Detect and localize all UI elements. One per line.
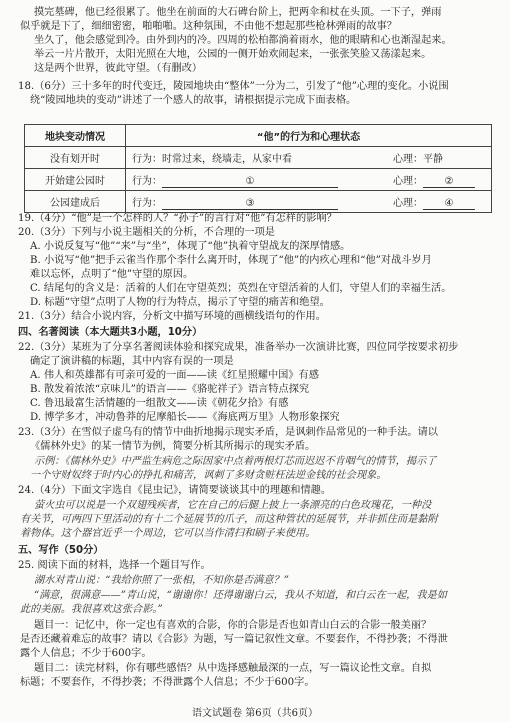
question-22-cont: 确定了演讲稿的标题，其中内容有误的一项是 [30,356,234,367]
question-22: 22.（3分）某班为了分享名著阅读体验和探究成果，准备举办一次演讲比赛，四位同学按要求初步 [18,342,459,353]
option-a: A. 伟人和英雄都有可亲可爱的一面——读《红星照耀中国》有感 [30,370,319,381]
table-cell [126,191,492,213]
question-18-table [24,124,492,213]
table-cell [126,147,492,169]
answer-blank-3[interactable]: ③ [162,198,338,210]
excerpt-text: 着物体。这个器官近乎一个周边，它可以当作清扫和刷子来使用。 [20,528,316,539]
question-18-stem: 18.（6分）三十多年的时代变迁，陵园地块由“整体”一分为二，引发了“他”心理的变化。小说围 [18,81,449,92]
behavior-text: 行为： [132,175,162,187]
question-19: 19.（4分）“他”是一个怎样的人？“孙子”的言行对“他”有怎样的影响？ [18,213,337,224]
section-heading: 四、名著阅读（本大题共3小题，10分） [18,327,203,338]
behavior-text: 行为： [132,197,162,209]
option-c: C. 鲁迅最富生活情趣的一组散文——读《朝花夕拾》有感 [30,398,289,409]
passage-line: 似乎就是下了，细细密密，啪啪啪。这种氛围，不由他不想起那些枪林弹雨的故事？ [20,21,397,32]
passage-line: 摸完墓碑，他已经很累了。他坐在前面的大石碑台阶上，把两伞和杖在头顶。一下子，弹雨 [34,7,442,18]
answer-blank-1[interactable]: ① [162,176,338,188]
excerpt-text: 萤火虫可以说是一个双翅残疾者，它在自己的后腿上披上一条漂亮的白色玫瑰花，一种没 [34,500,432,511]
prompt-one: 题目一：记忆中，你一定也有喜欢的合影，你的合影是否也如青山白云的合影一般美丽？ [34,620,432,631]
question-18-stem: 绕“陵园地块的变动”讲述了一个感人的故事，请根据提示完成下面表格。 [30,95,357,106]
page-footer: 语文试题卷 第6页（共6页） [192,708,318,719]
question-23-cont: 《儒林外史》的某一情节为例，简要分析其所揭示的现实矛盾。 [30,441,316,452]
table-cell: 开始建公园时 [25,169,126,191]
prompt-two: 题目二：读完材料，你有哪些感悟？从中选择感触最深的一点，写一篇议论性文章。自拟 [34,663,432,674]
prompt-one: 露个人信息；不少于600字。 [20,648,152,659]
table-cell: 公园建成后 [25,191,126,213]
passage-line: 这是两个世界，彼此守望。（有删改） [34,63,203,74]
question-24: 24.（4分）下面文字选自《昆虫记》，请简要谈谈其中的理趣和情趣。 [18,485,332,496]
prompt-two: 标题；不要套作，不得抄袭；不得泄露个人信息；不少于600字。 [20,677,315,688]
option-a: A. 小说反复写“他”“来”与“坐”，体现了“他”执着守望战友的深厚情感。 [30,241,351,252]
question-20: 20.（3分）下列与小说主题相关的分析，不合理的一项是 [18,227,275,238]
option-c: C. 结尾句的含义是：活着的人们在守望英烈；英烈在守望活着的人们，守望人们的幸福生活。 [30,283,452,294]
section-heading: 五、写作（50分） [18,545,104,556]
question-21: 21.（3分）结合小说内容，分析文中描写环境的画横线语句的作用。 [18,311,326,322]
mood-text: 心理：平静 [393,154,443,165]
table-header: 地块变动情况 [25,125,126,147]
material-text: 此的美丽。我很喜欢这张合影。” [20,604,163,615]
material-text: 湖水对青山说：“我给你照了一张相，不知你是否满意？” [34,575,289,586]
table-cell [126,169,492,191]
table-row [25,147,492,169]
mood-text: 心理： [393,175,423,187]
passage-line: 举云一片片散开，太阳光照在大地，公园的一侧开始欢闹起来，一张张笑脸又荡漾起来。 [34,49,432,60]
table-header: “他”的行为和心理状态 [126,125,492,147]
question-23: 23.（3分）在雪似子虚乌有的情节中曲折地揭示现实矛盾，是讽刺作品常见的一种手法。请以 [18,427,438,438]
option-b-cont: 难以忘怀，点明了“他”守望的原因。 [30,269,194,280]
example-text: 示例：《儒林外史》中严监生病危之际因家中点着两根灯芯而迟迟不肯咽气的情节，揭示了 [34,456,437,467]
option-b: B. 小说写“他”把手云雀当作那个李什么离开时，体现了“他”的内疚心理和“他”对战斗岁月 [30,255,432,266]
behavior-text: 行为：时常过来，绕墙走，从家中看 [132,154,292,165]
table-cell: 没有划开时 [25,147,126,169]
passage-line: 坐久了，他会感觉到冷。由外到内的冷。四周的松柏都淌着雨水，他的眼睛和心也渐湿起来。 [34,35,452,46]
answer-blank-4[interactable]: ④ [423,198,475,210]
option-d: D. 博学多才，冲动鲁莽的尼摩船长——《海底两万里》人物形象探究 [30,412,340,423]
table-row [25,191,492,213]
excerpt-text: 有关节，可两四下里活动的有十二个延展节的爪子，而这种管状的延展节，并非抓住而是黏附 [20,514,438,525]
question-25: 25. 阅读下面的材料，选择一个题目写作。 [18,560,211,571]
option-d: D. 标题“守望”点明了人物的行为特点，揭示了守望的痛苦和绝望。 [30,297,330,308]
table-row [25,169,492,191]
option-b: B. 散发着浓浓“京味儿”的语言——《骆驼祥子》语言特点探究 [30,384,310,395]
answer-blank-2[interactable]: ② [423,176,475,188]
example-text: 一个守财奴终于时内心的挣扎和痛苦，讽刺了多财贪赃枉法逆金钱的社会现象。 [30,470,387,481]
prompt-one: 是否还藏着难忘的故事？请以《合影》为题，写一篇记叙性文章。不要套作，不得抄袭；不得泄 [20,634,448,645]
material-text: “满意，很满意——”青山说，“谢谢你！还得谢谢白云，我从不知道，和白云在一起，我是如 [34,590,447,601]
mood-text: 心理： [393,197,423,209]
